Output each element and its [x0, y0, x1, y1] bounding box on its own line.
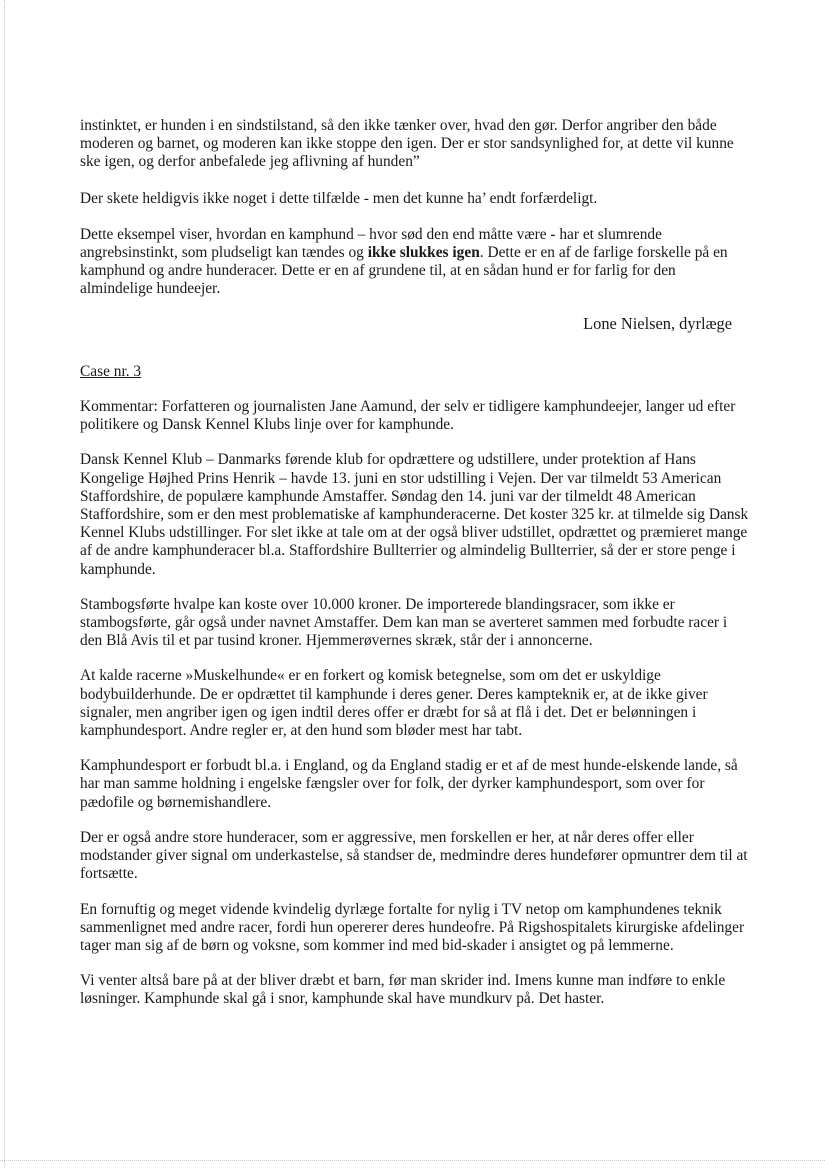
case-heading: Case nr. 3 — [80, 362, 142, 380]
paragraph-example — [80, 226, 752, 299]
paragraph-kennel-club: Dansk Kennel Klub – Danmarks førende klub for opdrættere og udstillere, under protektion af Hans Kongelige Højhed Prins Henrik – havde 13. juni en stor udstilling i Vejen. Der var tilmeldt 53 American Staffordshire, de populære kamphunde Amstaffer. Søndag den 14. juni var der tilmeldt 48 American Staffordshire, som er den mest problematiske af kamphunderacerne. Det koster 325 kr. at tilmelde sig Dansk Kennel Klubs udstillinger. For slet ikke at tale om at der også bliver udstillet, opdrættet og præmieret mange af de andre kamphunderacer bl.a. Staffordshire Bullterrier og almindelig Bullterrier, så der er store penge i kamphunde. — [80, 451, 749, 578]
paragraph-veterinarian: En fornuftig og meget vidende kvindelig dyrlæge fortalte for nylig i TV netop om kamphundenes teknik sammenlignet med andre racer, fordi hun opererer deres hundeofre. På Rigshospitalets kirurgiske afdelinger tager man sig af de børn og voksne, som kommer ind med bid-skader i ansigtet og på lemmerne. — [80, 900, 745, 954]
paragraph-puppies: Stambogsførte hvalpe kan koste over 10.000 kroner. De importerede blandingsracer, som ikke er stambogsførte, går også under navnet Amstaffer. Dem kan man se averteret sammen med forbudte racer i den Blå Avis til et par tusind kroner. Hjemmerøvernes skræk, står der i annoncerne. — [80, 595, 728, 650]
scan-left-edge — [4, 0, 6, 1168]
paragraph-outcome: Der skete heldigvis ikke noget i dette tilfælde - men det kunne ha’ endt forfærdeligt. — [80, 189, 598, 207]
paragraph-muscle-dogs: At kalde racerne »Muskelhunde« er en forkert og komisk betegnelse, som om det er uskyldige bodybuilderhunde. De er opdrættet til kamphunde i deres gener. Deres kampteknik er, at de ikke giver signaler, men angriber igen og igen indtil deres offer er dræbt for så at flå i det. Det er belønningen i kamphundesport. Andre regler er, at den hund som bløder mest har tabt. — [80, 667, 708, 740]
paragraph-comment: Kommentar: Forfatteren og journalisten Jane Aamund, der selv er tidligere kamphundeejer, langer ud efter politikere og Dansk Kennel Klubs linje over for kamphunde. — [80, 398, 736, 434]
paragraph-quote-end: instinktet, er hunden i en sindstilstand, så den ikke tænker over, hvad den gør. Derfor angriber den både moderen og barnet, og moderen kan ikke stoppe den igen. Der er stor sandsynlighed for, at dette vil kunne ske igen, og derfor anbefalede jeg aflivning af hunden” — [80, 117, 734, 171]
example-text-end: . Dette er en af de farlige forskelle på en kamphund og andre hunderacer. Dette er en af grundene til, at en sådan hund er for farlig for den almindelige hundeejer. — [80, 244, 728, 298]
example-bold-phrase: ikke slukkes igen — [367, 244, 480, 262]
paragraph-other-breeds: Der er også andre store hunderacer, som er aggressive, men forskellen er her, at når deres offer eller modstander giver signal om underkastelse, så standser de, medmindre deres hundefører opmuntrer dem til at fortsætte. — [80, 828, 748, 883]
scan-bottom-edge — [0, 1160, 825, 1162]
document-body — [80, 117, 752, 1009]
example-text-start: Dette eksempel viser, hvordan en kamphund – hvor sød den end måtte være - har et slumrende angrebsinstinkt, som pludseligt kan tændes og — [80, 225, 662, 262]
paragraph-england: Kamphundesport er forbudt bl.a. i England, og da England stadig er et af de mest hunde-elskende lande, så har man samme holdning i engelske fængsler over for folk, der dyrker kamphundesport, som over for pædofile og børnemishandlere. — [80, 757, 738, 811]
signature: Lone Nielsen, dyrlæge — [583, 313, 732, 333]
paragraph-conclusion: Vi venter altså bare på at der bliver dræbt et barn, før man skrider ind. Imens kunne man indføre to enkle løsninger. Kamphunde skal gå i snor, kamphunde skal have mundkurv på. Det haster. — [80, 972, 726, 1008]
